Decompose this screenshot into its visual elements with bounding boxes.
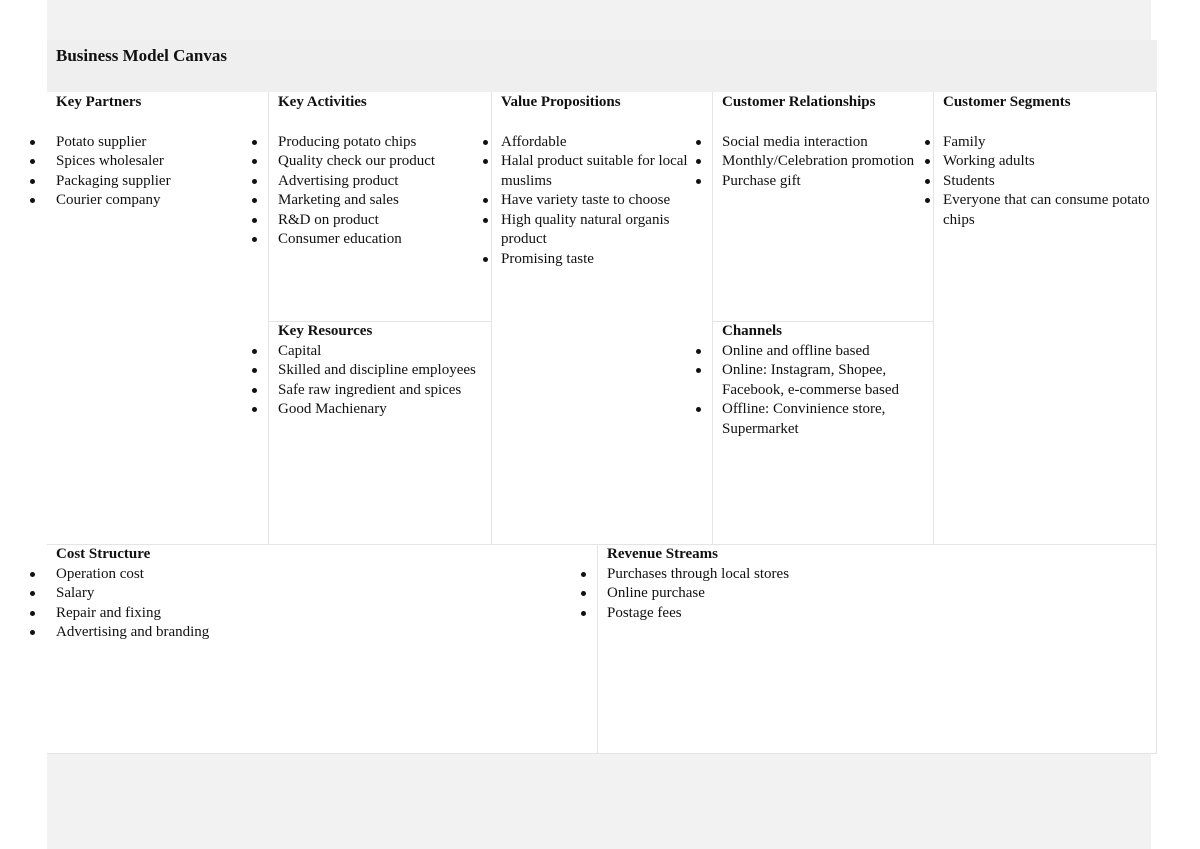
list-item: Repair and fixing <box>56 604 591 624</box>
key-resources-heading: Key Resources <box>278 323 373 339</box>
customer-relationships-section <box>713 92 934 322</box>
key-resources-section <box>269 322 492 545</box>
list-item: Consumer education <box>278 230 485 250</box>
customer-relationships-heading: Customer Relationships <box>722 94 876 110</box>
list-item: Everyone that can consume potato chips <box>943 191 1150 230</box>
list-item: Advertising product <box>278 172 485 192</box>
channels-section <box>713 322 934 545</box>
value-propositions-list <box>501 133 706 270</box>
revenue-streams-heading: Revenue Streams <box>607 546 718 562</box>
list-item: Potato supplier <box>56 133 262 153</box>
list-item: Good Machienary <box>278 400 485 420</box>
key-partners-section <box>47 92 269 545</box>
list-item: Spices wholesaler <box>56 152 262 172</box>
list-item: Advertising and branding <box>56 623 591 643</box>
key-resources-list <box>278 342 485 420</box>
list-item: Online purchase <box>607 584 1150 604</box>
list-item: Promising taste <box>501 250 706 270</box>
key-partners-heading: Key Partners <box>56 94 142 110</box>
key-activities-list <box>278 133 485 250</box>
key-partners-list <box>56 133 262 211</box>
cost-structure-list <box>56 565 591 643</box>
list-item: High quality natural organis product <box>501 211 706 250</box>
list-item: Working adults <box>943 152 1150 172</box>
list-item: Affordable <box>501 133 706 153</box>
list-item: Online and offline based <box>722 342 927 362</box>
list-item: Purchase gift <box>722 172 927 192</box>
customer-segments-list <box>943 133 1150 231</box>
list-item: Skilled and discipline employees <box>278 361 485 381</box>
list-item: Online: Instagram, Shopee, Facebook, e-commerse based <box>722 361 927 400</box>
list-item: Family <box>943 133 1150 153</box>
cost-structure-section <box>47 545 598 754</box>
list-item: Purchases through local stores <box>607 565 1150 585</box>
list-item: Students <box>943 172 1150 192</box>
list-item: Postage fees <box>607 604 1150 624</box>
list-item: Halal product suitable for local muslims <box>501 152 706 191</box>
channels-heading: Channels <box>722 323 783 339</box>
list-item: Capital <box>278 342 485 362</box>
list-item: Have variety taste to choose <box>501 191 706 211</box>
list-item: Social media interaction <box>722 133 927 153</box>
list-item: Salary <box>56 584 591 604</box>
list-item: Offline: Convinience store, Supermarket <box>722 400 927 439</box>
page-title: Business Model Canvas <box>56 46 227 65</box>
customer-segments-heading: Customer Segments <box>943 94 1071 110</box>
title-bar <box>47 40 1157 92</box>
value-propositions-heading: Value Propositions <box>501 94 621 110</box>
channels-list <box>722 342 927 440</box>
revenue-streams-section <box>598 545 1157 754</box>
list-item: Producing potato chips <box>278 133 485 153</box>
revenue-streams-list <box>607 565 1150 624</box>
customer-relationships-list <box>722 133 927 192</box>
list-item: Courier company <box>56 191 262 211</box>
list-item: Quality check our product <box>278 152 485 172</box>
key-activities-heading: Key Activities <box>278 94 367 110</box>
customer-segments-section <box>934 92 1157 545</box>
list-item: Packaging supplier <box>56 172 262 192</box>
business-model-canvas <box>47 40 1157 754</box>
value-propositions-section <box>492 92 713 545</box>
key-activities-section <box>269 92 492 322</box>
list-item: Monthly/Celebration promotion <box>722 152 927 172</box>
cost-structure-heading: Cost Structure <box>56 546 151 562</box>
list-item: Marketing and sales <box>278 191 485 211</box>
list-item: Safe raw ingredient and spices <box>278 381 485 401</box>
list-item: Operation cost <box>56 565 591 585</box>
list-item: R&D on product <box>278 211 485 231</box>
